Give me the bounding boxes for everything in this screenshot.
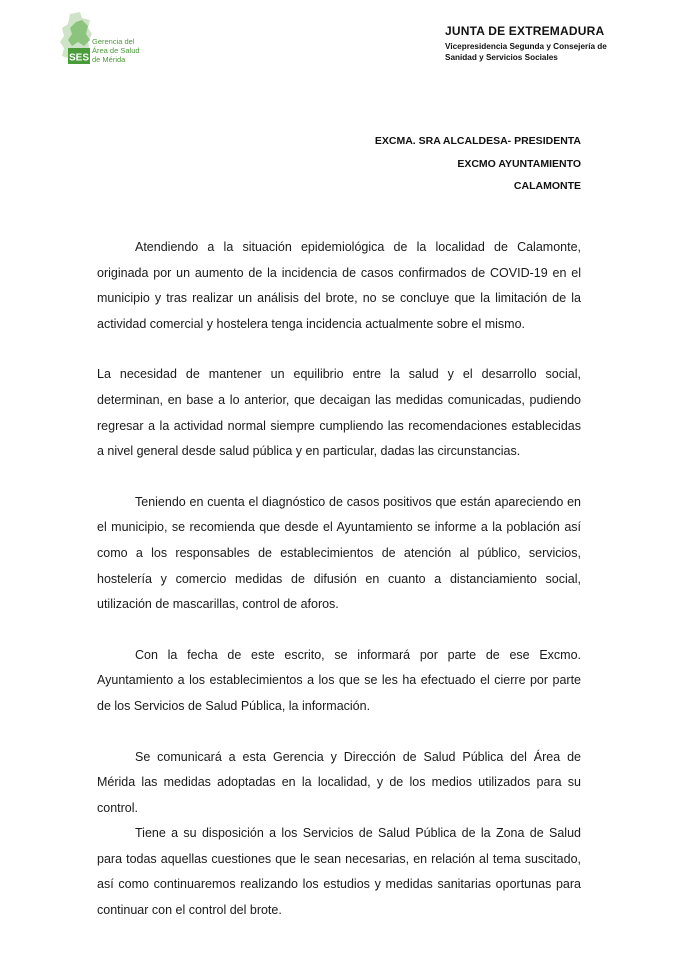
paragraph-3: Teniendo en cuenta el diagnóstico de casos positivos que están apareciendo en el municipio, se recomienda que desde el Ayuntamiento se informe a la población así como a los responsables de establecimientos de atención al público, servicios, hostelería y comercio medidas de difusión en cuanto a distanciamiento social, utilización de mascarillas, control de aforos.: [97, 494, 581, 612]
letter-body: [97, 235, 581, 924]
letterhead: [445, 24, 615, 63]
recipient-line-2: EXCMO AYUNTAMIENTO: [457, 157, 581, 170]
department-line-1: Vicepresidencia Segunda y Consejería de: [445, 42, 607, 51]
paragraph-1: Atendiendo a la situación epidemiológica de la localidad de Calamonte, originada por un aumento de la incidencia de casos confirmados de COVID-19 en el municipio y tras realizar un análisis del brote, no se concluye que la limitación de la actividad comercial y hostelera tenga incidencia actualmente sobre el mismo.: [97, 240, 581, 331]
paragraph-6: Tiene a su disposición a los Servicios de Salud Pública de la Zona de Salud para todas aquellas cuestiones que le sean necesarias, en relación al tema suscitado, así como continuaremos realizando los estudios y medidas sanitarias oportunas para continuar con el control del brote.: [97, 826, 581, 918]
paragraph-5: Se comunicará a esta Gerencia y Dirección de Salud Pública del Área de Mérida las medidas adoptadas en la localidad, y de los medios utilizados para su control.: [97, 749, 581, 815]
paragraph-2: La necesidad de mantener un equilibrio entre la salud y el desarrollo social, determinan, en base a lo anterior, que decaigan las medidas comunicadas, pudiendo regresar a la actividad normal siempre cumpliendo las recomendaciones establecidas a nivel general desde salud pública y en particular, dadas las circunstancias.: [97, 367, 581, 459]
ses-logo: [58, 12, 178, 70]
logo-line-1: Gerencia del: [92, 37, 135, 46]
recipient-line-1: EXCMA. SRA ALCALDESA- PRESIDENTA: [374, 135, 581, 147]
logo-line-3: de Mérida: [92, 55, 126, 64]
institution-title: JUNTA DE EXTREMADURA: [445, 24, 605, 38]
recipient-block: [375, 130, 581, 198]
paragraph-4: Con la fecha de este escrito, se informará por parte de ese Excmo. Ayuntamiento a los establecimientos a los que se les ha efectuado el cierre por parte de los Servicios de Salud Pública, la información.: [97, 647, 581, 713]
logo-line-2: Área de Salud: [92, 46, 140, 55]
recipient-line-3: CALAMONTE: [513, 180, 581, 192]
logo-mark-text: SES: [68, 52, 90, 64]
department-line-2: Sanidad y Servicios Sociales: [445, 53, 558, 62]
logo-text: [92, 37, 140, 64]
